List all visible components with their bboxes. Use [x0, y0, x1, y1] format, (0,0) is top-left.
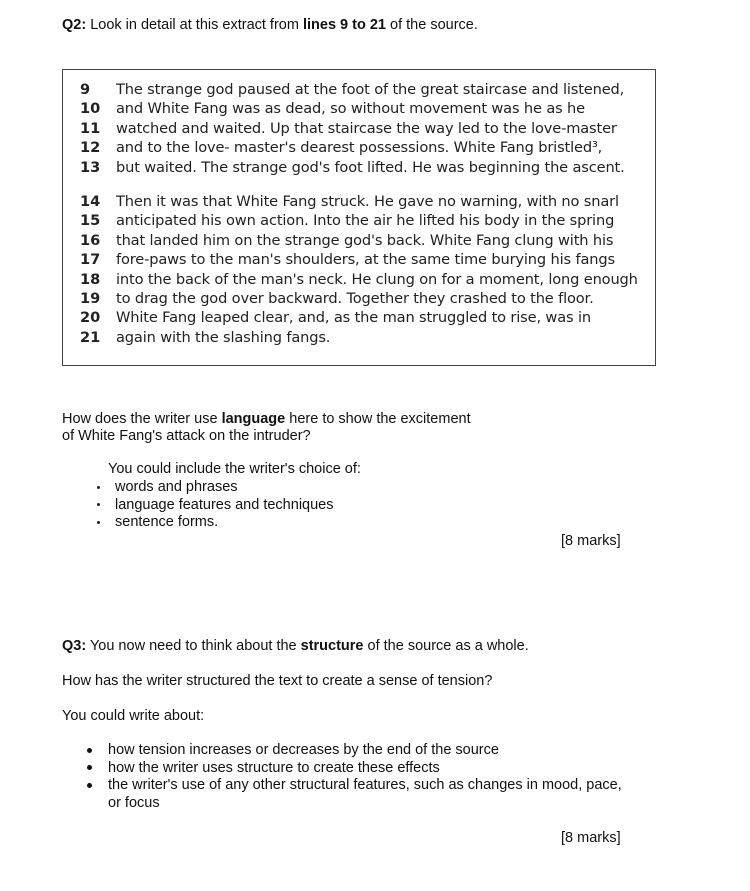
- line-number: 19: [80, 290, 101, 307]
- line-text: and to the love- master's dearest possessions. White Fang bristled³,: [116, 139, 603, 157]
- q2-label: Q2:: [62, 17, 87, 33]
- q2-bullet: [97, 497, 333, 515]
- line-number: 14: [80, 193, 101, 210]
- line-number: 11: [80, 119, 101, 137]
- bullet-text: words and phrases: [115, 479, 238, 495]
- q3-question: How has the writer structured the text to create a sense of tension?: [62, 673, 493, 689]
- bullet-text: how tension increases or decreases by the end of the source: [108, 742, 499, 758]
- q2-question-bold: language: [221, 411, 286, 427]
- bullet-dot-icon: [87, 748, 92, 753]
- bullet-text: the writer's use of any other structural features, such as changes in mood, pace,: [108, 777, 622, 793]
- q3-bullet-continuation: or focus: [108, 794, 160, 811]
- bullet-dot-icon: [97, 486, 100, 489]
- q2-question-line1: [62, 410, 471, 428]
- q2-heading: [62, 16, 478, 34]
- q2-bullet: [97, 479, 238, 497]
- q3-intro-b: of the source as a whole.: [363, 638, 529, 654]
- line-number: 9: [80, 81, 91, 98]
- q3-heading: [62, 637, 529, 655]
- bullet-text: how the writer uses structure to create these effects: [108, 759, 440, 776]
- line-text: anticipated his own action. Into the air he lifted his body in the spring: [116, 212, 615, 230]
- q3-intro-bold: structure: [300, 638, 364, 654]
- line-text: into the back of the man's neck. He clung on for a moment, long enough: [116, 270, 638, 288]
- q3-label: Q3:: [62, 638, 87, 654]
- q3-could-write: You could write about:: [62, 708, 205, 724]
- line-text: again with the slashing fangs.: [116, 328, 331, 346]
- line-number: 13: [80, 158, 101, 176]
- q3-bullet: [87, 777, 622, 795]
- q2-intro-bold: lines 9 to 21: [302, 17, 386, 33]
- bullet-text: sentence forms.: [115, 514, 219, 530]
- line-text: White Fang leaped clear, and, as the man struggled to rise, was in: [116, 309, 591, 327]
- line-text: and White Fang was as dead, so without movement was he as he: [116, 100, 585, 118]
- q2-question-text-a: How does the writer use: [62, 411, 222, 427]
- q3-bullet: [87, 742, 499, 760]
- line-number: 21: [80, 328, 101, 346]
- bullet-text: language features and techniques: [115, 496, 334, 513]
- bullet-dot-icon: [87, 783, 92, 788]
- q2-marks: [8 marks]: [561, 533, 621, 549]
- q2-bullet: [97, 514, 218, 532]
- bullet-dot-icon: [97, 521, 100, 524]
- line-text: fore-paws to the man's shoulders, at the same time burying his fangs: [116, 251, 615, 269]
- line-number: 15: [80, 212, 101, 230]
- line-number: 17: [80, 251, 101, 269]
- line-text: but waited. The strange god's foot lifted. He was beginning the ascent.: [116, 158, 625, 176]
- extract-box: [62, 69, 656, 366]
- q2-question-text-b: here to show the excitement: [285, 411, 471, 427]
- q2-intro-a: Look in detail at this extract from: [86, 17, 303, 33]
- line-text: that landed him on the strange god's back. White Fang clung with his: [116, 231, 614, 249]
- could-include: You could include the writer's choice of:: [108, 461, 361, 477]
- q3-marks: [8 marks]: [561, 830, 621, 846]
- line-number: 16: [80, 231, 101, 249]
- bullet-dot-icon: [97, 503, 100, 506]
- bullet-dot-icon: [87, 765, 92, 770]
- line-text: Then it was that White Fang struck. He gave no warning, with no snarl: [116, 193, 619, 210]
- q3-bullet: [87, 760, 440, 778]
- line-text: to drag the god over backward. Together they crashed to the floor.: [116, 290, 594, 307]
- q3-intro-a: You now need to think about the: [86, 638, 301, 654]
- line-number: 20: [80, 309, 101, 327]
- q2-question-line2: of White Fang's attack on the intruder?: [62, 428, 311, 444]
- line-text: watched and waited. Up that staircase the way led to the love-master: [116, 119, 617, 137]
- q2-intro-b: of the source.: [385, 17, 478, 33]
- line-text: The strange god paused at the foot of the great staircase and listened,: [116, 81, 625, 98]
- line-number: 10: [80, 100, 101, 118]
- line-number: 12: [80, 139, 101, 157]
- line-number: 18: [80, 270, 101, 288]
